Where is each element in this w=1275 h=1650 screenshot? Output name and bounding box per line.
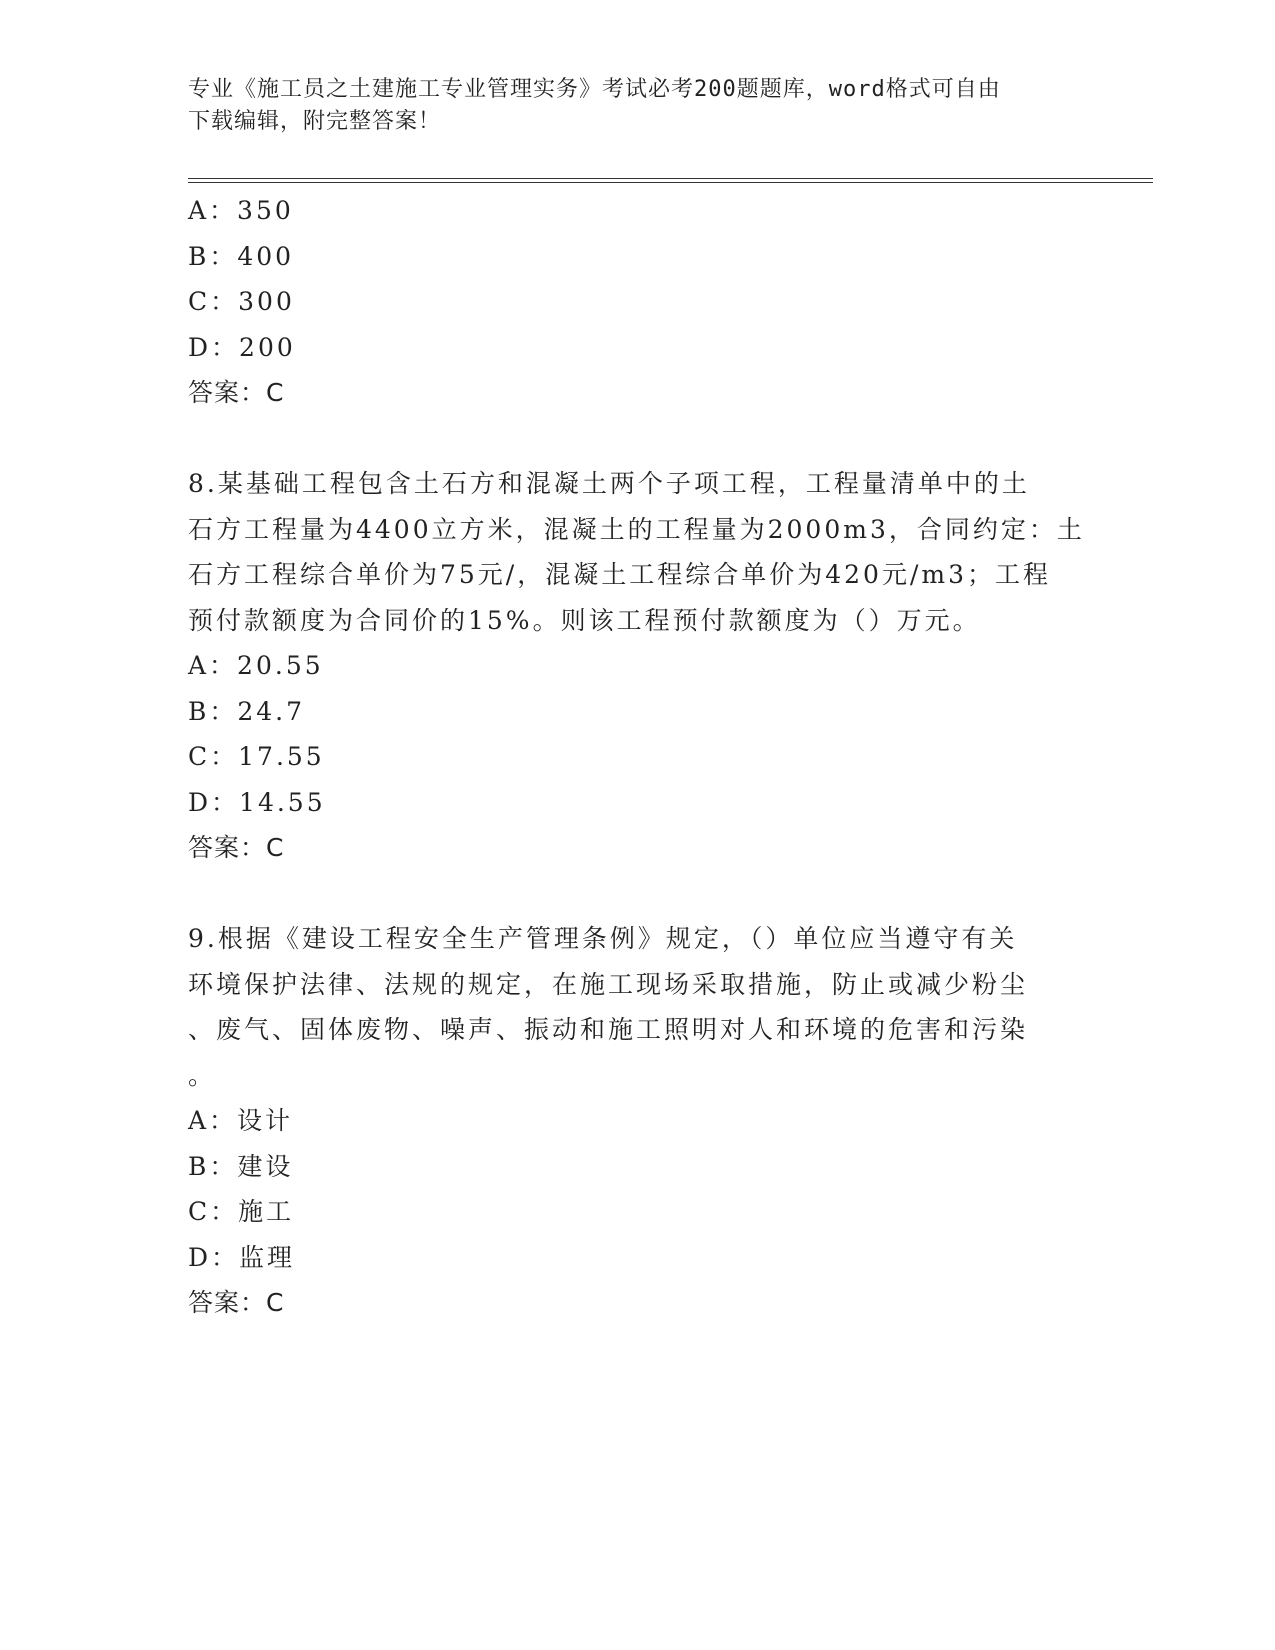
- answer-line: 答案：C: [188, 378, 285, 407]
- option-b: B：400: [188, 241, 295, 271]
- option-a: A：设计: [188, 1106, 294, 1135]
- option-c: C：300: [188, 287, 295, 316]
- answer-line: 答案：C: [188, 1288, 285, 1317]
- option-a: A：20.55: [188, 651, 324, 680]
- spacer: [188, 871, 1088, 917]
- question-text-line: 环境保护法律、法规的规定，在施工现场采取措施，防止或减少粉尘: [188, 969, 1029, 999]
- question-text-line: 石方工程量为4400立方米，混凝土的工程量为2000m3，合同约定：土: [188, 514, 1085, 544]
- option-a: A：350: [188, 196, 294, 225]
- option-d: D：200: [188, 332, 296, 362]
- header-divider-top: [188, 178, 1153, 179]
- document-header: [188, 74, 1088, 138]
- question-text-line: 预付款额度为合同价的15%。则该工程预付款额度为（）万元。: [188, 605, 981, 635]
- question-text-line: 9.根据《建设工程安全生产管理条例》规定，（）单位应当遵守有关: [188, 924, 1018, 953]
- question-7-tail: [188, 188, 1088, 416]
- question-text-line: 、废气、固体废物、噪声、振动和施工照明对人和环境的危害和污染: [188, 1015, 1029, 1044]
- option-d: D：监理: [188, 1242, 296, 1272]
- option-b: B：24.7: [188, 696, 306, 726]
- question-text-line: 石方工程综合单价为75元/，混凝土工程综合单价为420元/m3；工程: [188, 560, 1051, 589]
- header-line-1: 专业《施工员之土建施工专业管理实务》考试必考200题题库，word格式可自由: [188, 77, 1001, 102]
- option-c: C：17.55: [188, 742, 325, 771]
- answer-line: 答案：C: [188, 833, 285, 862]
- header-divider-bottom: [188, 182, 1153, 183]
- question-8: [188, 461, 1088, 871]
- option-d: D：14.55: [188, 787, 326, 817]
- question-9: [188, 916, 1088, 1326]
- option-b: B：建设: [188, 1151, 294, 1181]
- header-line-2: 下载编辑，附完整答案！: [188, 109, 442, 134]
- option-c: C：施工: [188, 1197, 295, 1226]
- question-text-line: 。: [188, 1060, 217, 1090]
- spacer: [188, 416, 1088, 462]
- question-list: [188, 188, 1088, 1326]
- question-text-line: 8.某基础工程包含土石方和混凝土两个子项工程，工程量清单中的土: [188, 469, 1030, 498]
